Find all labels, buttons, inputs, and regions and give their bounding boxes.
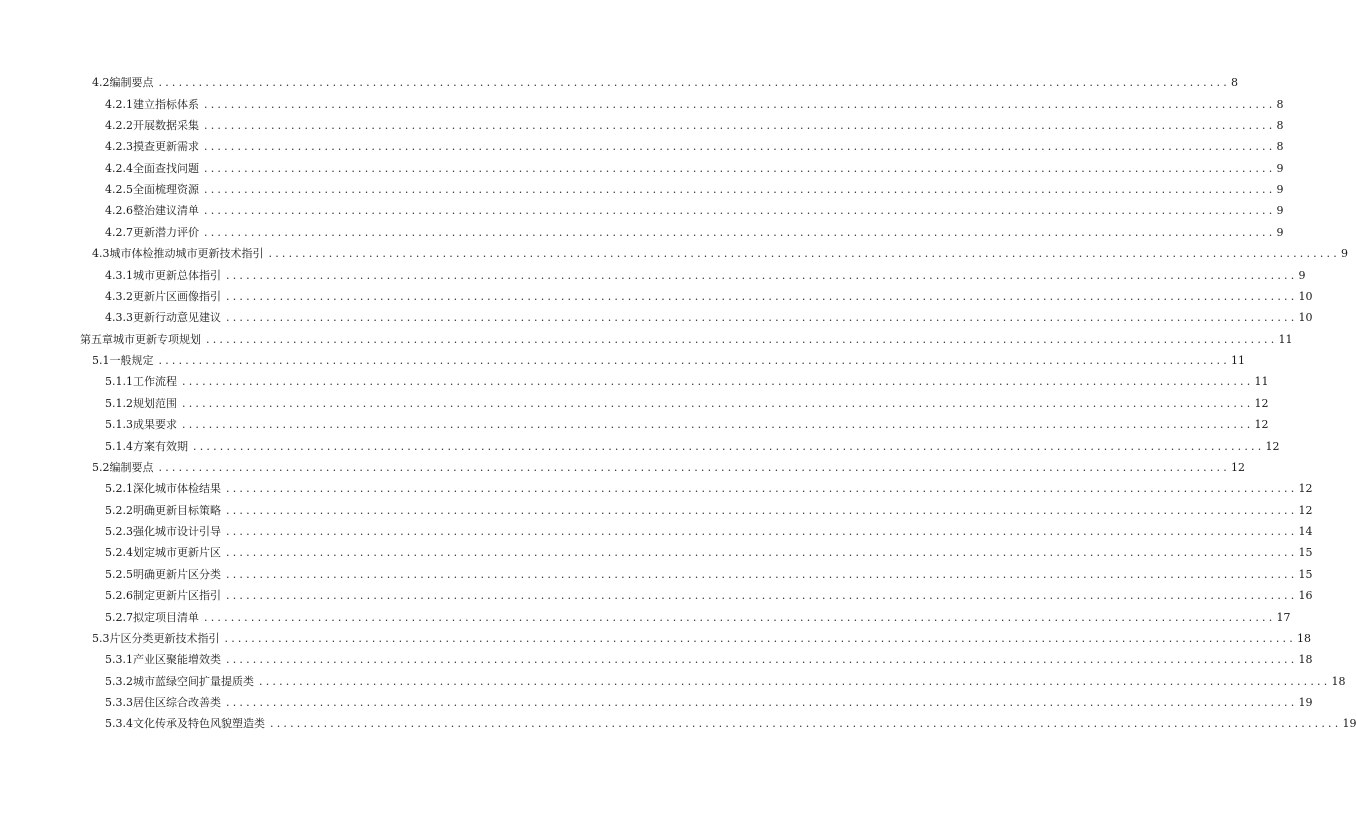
toc-entry-page-number: 9 — [1276, 204, 1284, 218]
toc-entry-page-number: 18 — [1298, 653, 1313, 667]
toc-entry-number: 4.2.5 — [105, 183, 133, 197]
table-of-contents — [0, 72, 1356, 735]
toc-entry[interactable] — [0, 628, 1311, 649]
toc-entry-page-number: 12 — [1254, 418, 1269, 432]
toc-entry-title: 建立指标体系 — [133, 97, 199, 111]
toc-entry[interactable] — [0, 371, 1269, 392]
toc-entry-number: 4.3.2 — [105, 289, 133, 303]
toc-entry-page-number: 12 — [1298, 503, 1313, 517]
toc-entry[interactable] — [0, 393, 1269, 414]
toc-entry-title: 划定城市更新片区 — [133, 546, 221, 560]
toc-entry-title: 更新行动意见建议 — [133, 311, 221, 325]
toc-entry-title: 拟定项目清单 — [133, 610, 199, 624]
toc-entry-number: 5.1 — [92, 354, 110, 368]
toc-entry-number: 5.3 — [92, 631, 110, 645]
toc-entry-page-number: 8 — [1276, 97, 1284, 111]
toc-entry-page-number: 14 — [1298, 525, 1313, 539]
toc-entry-number: 4.2.6 — [105, 204, 133, 218]
toc-entry[interactable] — [0, 671, 1346, 692]
toc-dot-leader: ................................................................................................................................................................ — [224, 631, 1296, 645]
toc-entry[interactable] — [0, 136, 1284, 157]
toc-entry-page-number: 8 — [1276, 140, 1284, 154]
toc-dot-leader: ................................................................................................................................................................ — [226, 546, 1298, 560]
toc-entry-page-number: 15 — [1298, 567, 1313, 581]
toc-entry-title: 城市体检推动城市更新技术指引 — [109, 247, 264, 261]
toc-dot-leader: ................................................................................................................................................................ — [226, 589, 1298, 603]
toc-entry-number: 4.2.7 — [105, 225, 133, 239]
toc-entry-title: 强化城市设计引导 — [133, 525, 221, 539]
toc-entry[interactable] — [0, 93, 1284, 114]
toc-entry-title: 城市蓝绿空间扩量提质类 — [133, 674, 254, 688]
toc-entry-number: 5.2.5 — [105, 567, 133, 581]
toc-dot-leader: ................................................................................................................................................................ — [204, 225, 1276, 239]
toc-entry[interactable] — [0, 264, 1306, 285]
toc-entry-title: 方案有效期 — [133, 439, 188, 453]
toc-dot-leader: ................................................................................................................................................................ — [204, 118, 1276, 132]
toc-entry[interactable] — [0, 500, 1313, 521]
toc-dot-leader: ................................................................................................................................................................ — [270, 717, 1342, 731]
toc-entry-title: 城市更新专项规划 — [113, 332, 201, 346]
toc-entry-page-number: 9 — [1340, 247, 1348, 261]
toc-dot-leader: ................................................................................................................................................................ — [193, 439, 1265, 453]
toc-entry-title: 整治建议清单 — [133, 204, 199, 218]
toc-entry-page-number: 12 — [1298, 482, 1313, 496]
toc-entry-number: 第五章 — [80, 332, 113, 346]
toc-dot-leader: ................................................................................................................................................................ — [158, 76, 1230, 90]
toc-entry-title: 全面查找问题 — [133, 161, 199, 175]
toc-entry-number: 4.2.1 — [105, 97, 133, 111]
toc-entry-number: 4.3.1 — [105, 268, 133, 282]
toc-entry-page-number: 11 — [1254, 375, 1269, 389]
toc-dot-leader: ................................................................................................................................................................ — [226, 482, 1298, 496]
toc-entry-page-number: 18 — [1296, 631, 1311, 645]
toc-entry-title: 全面梳理资源 — [133, 183, 199, 197]
toc-entry-title: 文化传承及特色风貌塑造类 — [133, 717, 265, 731]
toc-dot-leader: ................................................................................................................................................................ — [226, 653, 1298, 667]
toc-entry-title: 明确更新片区分类 — [133, 567, 221, 581]
toc-entry-number: 5.2.4 — [105, 546, 133, 560]
toc-entry-page-number: 12 — [1230, 460, 1245, 474]
toc-entry-number: 5.2.2 — [105, 503, 133, 517]
toc-entry[interactable] — [0, 478, 1313, 499]
toc-entry[interactable] — [0, 542, 1313, 563]
toc-entry[interactable] — [0, 649, 1313, 670]
toc-entry-page-number: 11 — [1230, 354, 1245, 368]
toc-entry-page-number: 11 — [1278, 332, 1293, 346]
toc-entry[interactable] — [0, 307, 1313, 328]
toc-dot-leader: ................................................................................................................................................................ — [226, 311, 1298, 325]
toc-entry-page-number: 16 — [1298, 589, 1313, 603]
toc-entry-page-number: 10 — [1298, 289, 1313, 303]
toc-entry-number: 5.1.4 — [105, 439, 133, 453]
toc-entry-title: 成果要求 — [133, 418, 177, 432]
toc-dot-leader: ................................................................................................................................................................ — [226, 503, 1298, 517]
toc-entry-title: 编制要点 — [109, 460, 154, 474]
toc-entry[interactable] — [0, 457, 1245, 478]
toc-entry[interactable] — [0, 200, 1284, 221]
toc-entry-page-number: 8 — [1230, 76, 1238, 90]
toc-dot-leader: ................................................................................................................................................................ — [259, 674, 1331, 688]
toc-entry-number: 5.3.1 — [105, 653, 133, 667]
toc-entry[interactable] — [0, 435, 1280, 456]
toc-entry-number: 4.2.4 — [105, 161, 133, 175]
toc-entry-number: 5.2 — [92, 460, 110, 474]
toc-entry-page-number: 9 — [1276, 183, 1284, 197]
toc-entry-page-number: 12 — [1254, 396, 1269, 410]
toc-entry[interactable] — [0, 350, 1245, 371]
toc-dot-leader: ................................................................................................................................................................ — [182, 418, 1254, 432]
toc-dot-leader: ................................................................................................................................................................ — [268, 247, 1340, 261]
toc-dot-leader: ................................................................................................................................................................ — [226, 268, 1298, 282]
toc-entry-number: 5.3.3 — [105, 696, 133, 710]
toc-entry-page-number: 18 — [1331, 674, 1346, 688]
toc-entry-page-number: 15 — [1298, 546, 1313, 560]
toc-dot-leader: ................................................................................................................................................................ — [204, 161, 1276, 175]
toc-entry-title: 编制要点 — [109, 76, 154, 90]
toc-dot-leader: ................................................................................................................................................................ — [226, 525, 1298, 539]
toc-entry-page-number: 19 — [1298, 696, 1313, 710]
toc-dot-leader: ................................................................................................................................................................ — [206, 332, 1278, 346]
toc-entry-number: 5.2.3 — [105, 525, 133, 539]
toc-entry-title: 摸查更新需求 — [133, 140, 199, 154]
toc-dot-leader: ................................................................................................................................................................ — [204, 204, 1276, 218]
toc-entry-title: 更新片区画像指引 — [133, 289, 221, 303]
toc-entry[interactable] — [0, 286, 1313, 307]
toc-entry-title: 深化城市体检结果 — [133, 482, 221, 496]
toc-entry-page-number: 17 — [1276, 610, 1291, 624]
toc-entry-number: 5.3.4 — [105, 717, 133, 731]
toc-entry-number: 5.2.6 — [105, 589, 133, 603]
toc-entry-number: 5.2.7 — [105, 610, 133, 624]
toc-dot-leader: ................................................................................................................................................................ — [182, 396, 1254, 410]
toc-entry-page-number: 19 — [1342, 717, 1356, 731]
toc-entry-page-number: 9 — [1298, 268, 1306, 282]
toc-entry[interactable] — [0, 243, 1348, 264]
toc-entry-title: 片区分类更新技术指引 — [109, 631, 220, 645]
toc-entry-number: 5.1.3 — [105, 418, 133, 432]
toc-entry-title: 开展数据采集 — [133, 118, 199, 132]
toc-entry-number: 4.2.3 — [105, 140, 133, 154]
toc-entry-title: 居住区综合改善类 — [133, 696, 221, 710]
toc-entry[interactable] — [0, 72, 1238, 93]
toc-entry[interactable] — [0, 521, 1313, 542]
toc-entry-page-number: 12 — [1265, 439, 1280, 453]
toc-entry-number: 5.2.1 — [105, 482, 133, 496]
toc-entry-title: 明确更新目标策略 — [133, 503, 221, 517]
toc-entry[interactable] — [0, 585, 1313, 606]
toc-entry-title: 工作流程 — [133, 375, 177, 389]
toc-entry-title: 产业区聚能增效类 — [133, 653, 221, 667]
toc-entry-title: 一般规定 — [109, 354, 154, 368]
toc-entry[interactable] — [0, 329, 1293, 350]
toc-dot-leader: ................................................................................................................................................................ — [158, 354, 1230, 368]
toc-entry[interactable] — [0, 179, 1284, 200]
toc-dot-leader: ................................................................................................................................................................ — [226, 567, 1298, 581]
toc-entry[interactable] — [0, 414, 1269, 435]
toc-dot-leader: ................................................................................................................................................................ — [204, 610, 1276, 624]
toc-entry-number: 4.3.3 — [105, 311, 133, 325]
toc-entry-number: 4.2.2 — [105, 118, 133, 132]
toc-dot-leader: ................................................................................................................................................................ — [158, 460, 1230, 474]
toc-dot-leader: ................................................................................................................................................................ — [226, 696, 1298, 710]
toc-entry-number: 4.2 — [92, 76, 110, 90]
toc-dot-leader: ................................................................................................................................................................ — [182, 375, 1254, 389]
toc-entry[interactable] — [0, 222, 1284, 243]
toc-entry-number: 5.3.2 — [105, 674, 133, 688]
toc-entry[interactable] — [0, 692, 1313, 713]
toc-dot-leader: ................................................................................................................................................................ — [204, 140, 1276, 154]
toc-entry-title: 规划范围 — [133, 396, 177, 410]
toc-entry-title: 更新潜力评价 — [133, 225, 199, 239]
toc-entry[interactable] — [0, 158, 1284, 179]
toc-entry-number: 4.3 — [92, 247, 110, 261]
toc-entry-page-number: 8 — [1276, 118, 1284, 132]
toc-entry-page-number: 10 — [1298, 311, 1313, 325]
toc-entry[interactable] — [0, 713, 1356, 734]
toc-entry-number: 5.1.2 — [105, 396, 133, 410]
toc-entry-page-number: 9 — [1276, 225, 1284, 239]
toc-entry[interactable] — [0, 115, 1284, 136]
toc-dot-leader: ................................................................................................................................................................ — [204, 183, 1276, 197]
toc-entry-page-number: 9 — [1276, 161, 1284, 175]
toc-dot-leader: ................................................................................................................................................................ — [204, 97, 1276, 111]
toc-entry-number: 5.1.1 — [105, 375, 133, 389]
toc-entry-title: 制定更新片区指引 — [133, 589, 221, 603]
toc-dot-leader: ................................................................................................................................................................ — [226, 289, 1298, 303]
toc-entry-title: 城市更新总体指引 — [133, 268, 221, 282]
toc-entry[interactable] — [0, 606, 1291, 627]
toc-entry[interactable] — [0, 564, 1313, 585]
